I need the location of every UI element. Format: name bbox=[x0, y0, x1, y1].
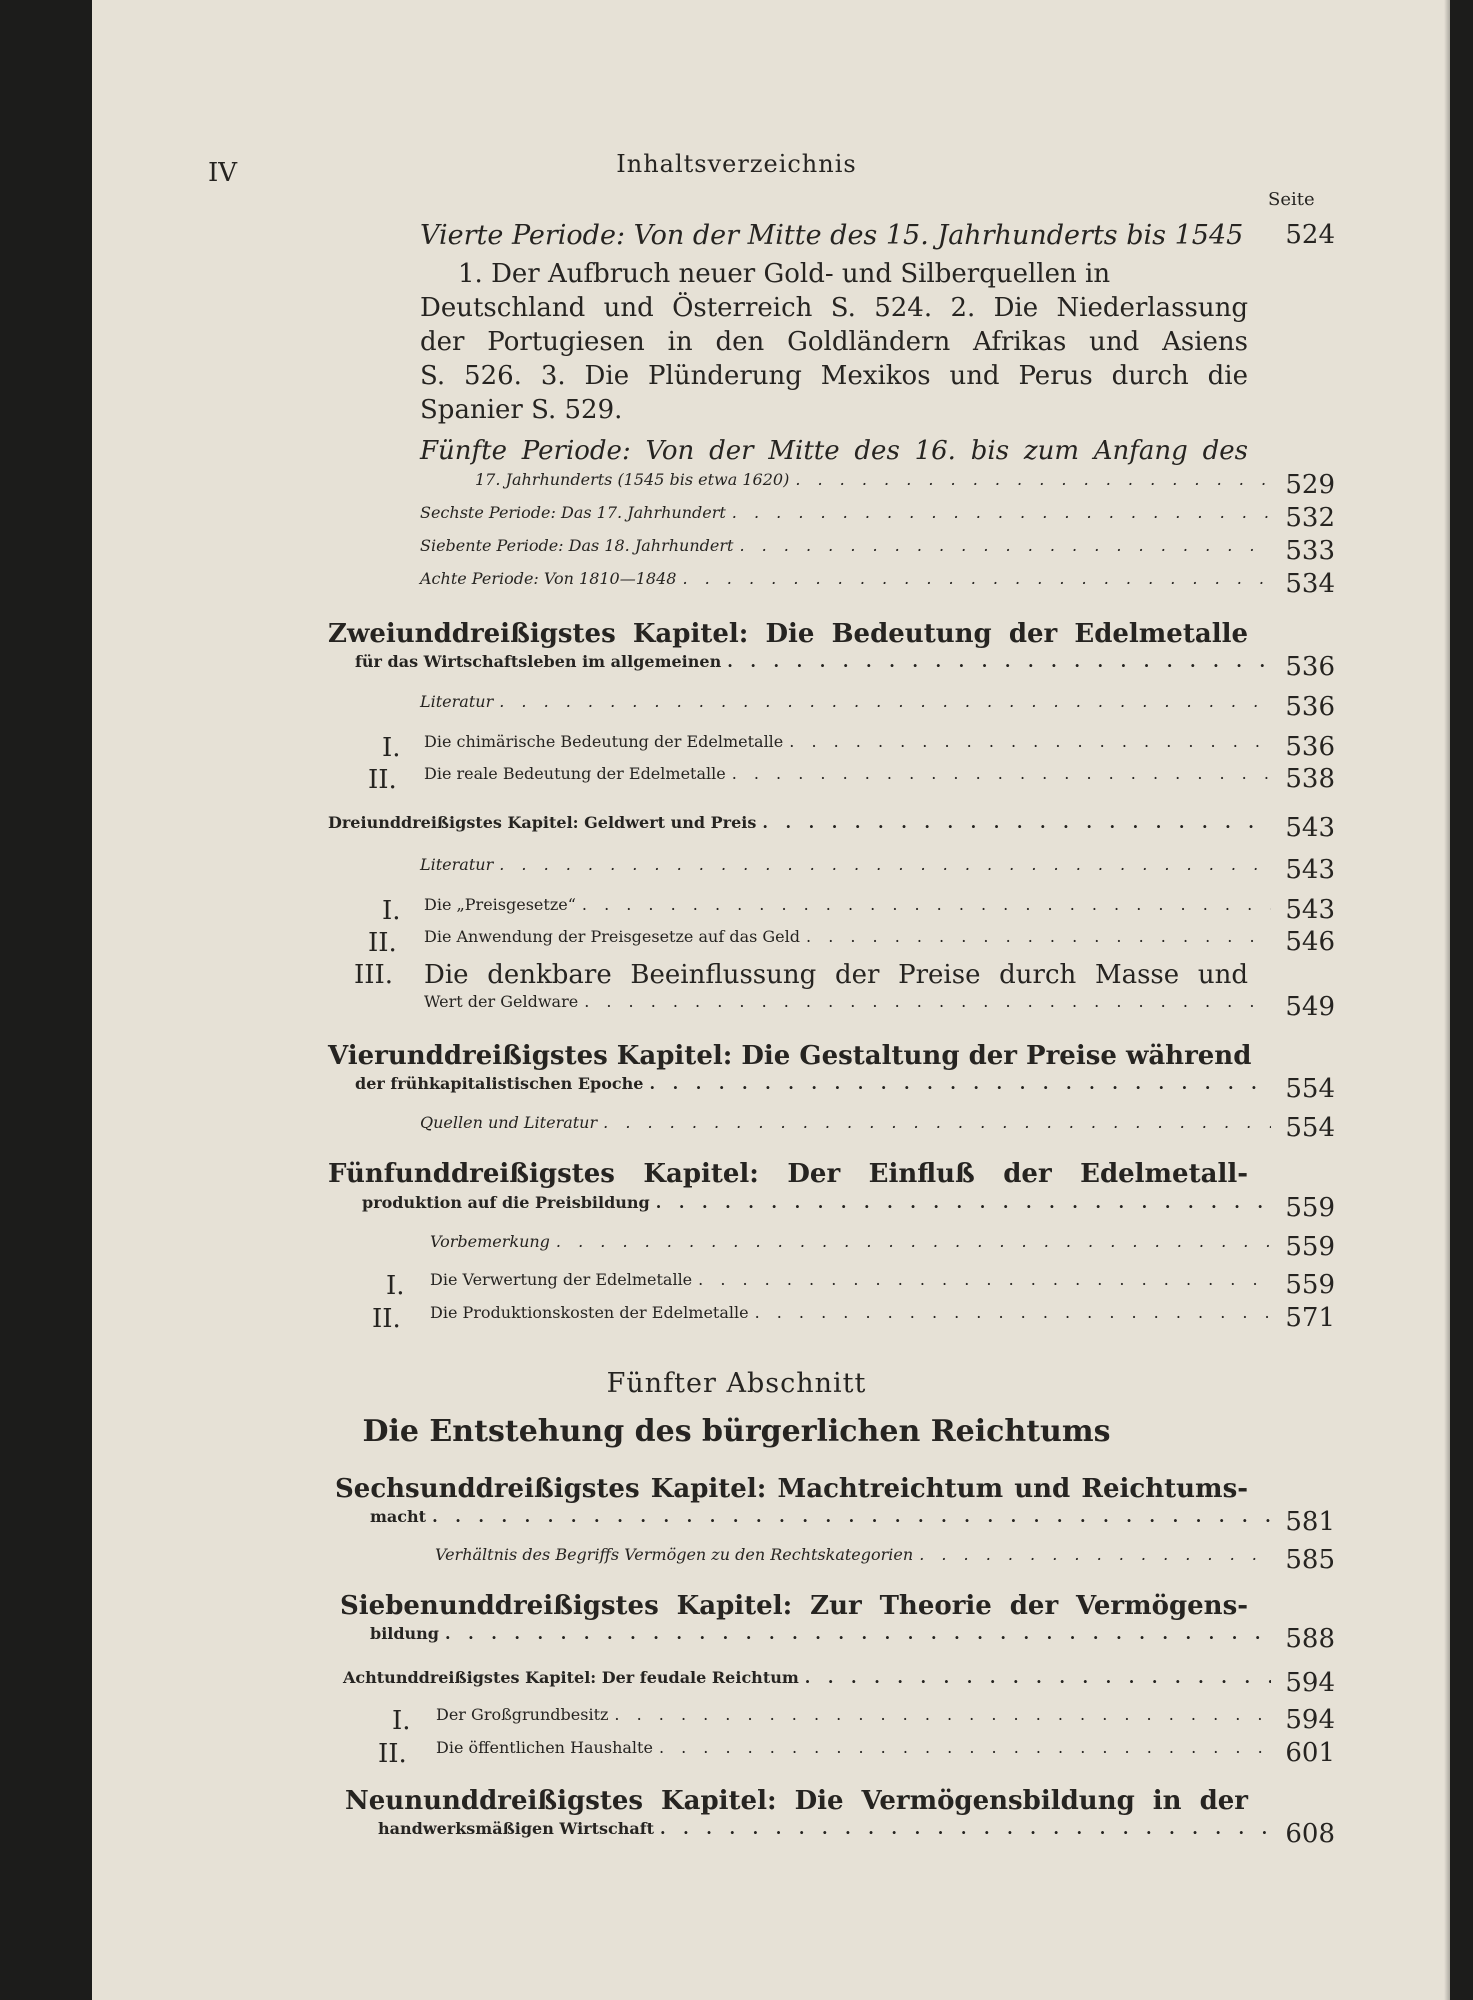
page-ref: 529 bbox=[1285, 470, 1335, 500]
chapter-37-title: Siebenunddreißigstes Kapitel: Zur Theorie der Vermögens- bbox=[340, 1591, 1248, 1621]
roman-numeral: II. bbox=[368, 765, 397, 795]
chapter-32-title: Zweiunddreißigstes Kapitel: Die Bedeutung der Edelmetalle bbox=[328, 619, 1248, 649]
page-ref: 536 bbox=[1285, 732, 1335, 762]
toc-entry-vierte-periode: Vierte Periode: Von der Mitte des 15. Jahrhunderts bis 1545 bbox=[420, 220, 1244, 251]
page-ref: 559 bbox=[1285, 1193, 1335, 1223]
page-ref: 585 bbox=[1285, 1545, 1335, 1575]
roman-numeral: I. bbox=[382, 896, 401, 926]
toc-entry-vorbemerkung: Vorbemerkung . . . bbox=[430, 1232, 1275, 1251]
seite-label: Seite bbox=[1268, 189, 1315, 210]
toc-entry: Der Großgrundbesitz . . . bbox=[436, 1705, 1275, 1724]
toc-entry-achte-periode: Achte Periode: Von 1810—1848 . . . bbox=[420, 569, 1275, 588]
page-ref: 536 bbox=[1285, 652, 1335, 682]
toc-entry-sechste-periode: Sechste Periode: Das 17. Jahrhundert . . . bbox=[420, 503, 1275, 522]
chapter-32-title-cont: für das Wirtschaftsleben im allgemeinen . . . bbox=[355, 652, 1275, 671]
body-line: Deutschland und Österreich S. 524. 2. Die Niederlassung bbox=[420, 293, 1248, 323]
toc-entry: Die Anwendung der Preisgesetze auf das Geld . . . bbox=[424, 927, 1275, 946]
page-ref: 581 bbox=[1285, 1507, 1335, 1537]
section-title: Die Entstehung des bürgerlichen Reichtums bbox=[362, 1414, 1111, 1449]
page-ref: 554 bbox=[1285, 1074, 1335, 1104]
page-ref: 538 bbox=[1285, 764, 1335, 794]
page-ref: 571 bbox=[1285, 1303, 1335, 1333]
roman-numeral: III. bbox=[354, 960, 394, 990]
page-ref: 594 bbox=[1285, 1705, 1335, 1735]
toc-entry: Verhältnis des Begriffs Vermögen zu den Rechtskategorien . . . bbox=[435, 1545, 1275, 1564]
chapter-36-title: Sechsunddreißigstes Kapitel: Machtreichtum und Reichtums- bbox=[335, 1474, 1248, 1504]
page-ref: 559 bbox=[1285, 1270, 1335, 1300]
toc-entry: Die Verwertung der Edelmetalle . . . bbox=[430, 1270, 1275, 1289]
roman-numeral: II. bbox=[368, 928, 397, 958]
page-ref: 559 bbox=[1285, 1232, 1335, 1262]
section-label: Fünfter Abschnitt bbox=[606, 1368, 867, 1399]
toc-entry: Die Produktionskosten der Edelmetalle . . . bbox=[430, 1303, 1275, 1322]
body-line: S. 526. 3. Die Plünderung Mexikos und Perus durch die bbox=[420, 361, 1248, 391]
toc-entry: Die „Preisgesetze“ . . . bbox=[424, 895, 1275, 914]
page-ref: 594 bbox=[1285, 1668, 1335, 1698]
roman-numeral: II. bbox=[378, 1739, 407, 1769]
toc-entry-literatur: Literatur . . . bbox=[420, 855, 1275, 874]
chapter-35-title: Fünfunddreißigstes Kapitel: Der Einfluß der Edelmetall- bbox=[328, 1159, 1248, 1189]
roman-numeral: I. bbox=[382, 733, 401, 763]
toc-entry-fuenfte-periode: Fünfte Periode: Von der Mitte des 16. bis zum Anfang des bbox=[420, 436, 1248, 466]
page-ref: 543 bbox=[1285, 855, 1335, 885]
page-ref: 554 bbox=[1285, 1113, 1335, 1143]
chapter-35-title-cont: produktion auf die Preisbildung . . . bbox=[362, 1193, 1275, 1212]
body-line: Spanier S. 529. bbox=[420, 395, 623, 425]
chapter-34-title: Vierunddreißigstes Kapitel: Die Gestaltung der Preise während bbox=[328, 1041, 1252, 1071]
page-ref: 543 bbox=[1285, 895, 1335, 925]
body-line: 1. Der Aufbruch neuer Gold- und Silberquellen in bbox=[458, 259, 1111, 289]
page-ref: 549 bbox=[1285, 992, 1335, 1022]
chapter-39-title-cont: handwerksmäßigen Wirtschaft . . . bbox=[378, 1819, 1275, 1838]
page-ref: 524 bbox=[1285, 220, 1335, 250]
running-title: Inhaltsverzeichnis bbox=[616, 150, 857, 178]
roman-numeral: I. bbox=[392, 1706, 411, 1736]
toc-entry: Die denkbare Beeinflussung der Preise durch Masse und bbox=[424, 960, 1248, 990]
page-ref: 533 bbox=[1285, 536, 1335, 566]
page-ref: 543 bbox=[1285, 813, 1335, 843]
toc-entry: Die öffentlichen Haushalte . . . bbox=[436, 1738, 1275, 1757]
page-ref: 588 bbox=[1285, 1624, 1335, 1654]
chapter-33-title: Dreiunddreißigstes Kapitel: Geldwert und Preis . . . bbox=[328, 813, 1275, 832]
page-ref: 546 bbox=[1285, 927, 1335, 957]
chapter-39-title: Neununddreißigstes Kapitel: Die Vermögensbildung in der bbox=[345, 1786, 1248, 1816]
chapter-38-title: Achtunddreißigstes Kapitel: Der feudale Reichtum . . . bbox=[343, 1668, 1275, 1687]
page-ref: 532 bbox=[1285, 503, 1335, 533]
toc-entry-quellen: Quellen und Literatur . . . bbox=[420, 1113, 1275, 1132]
toc-entry: Die chimärische Bedeutung der Edelmetalle . . . bbox=[424, 732, 1275, 751]
toc-entry-siebente-periode: Siebente Periode: Das 18. Jahrhundert . . . bbox=[420, 536, 1275, 555]
toc-entry-literatur: Literatur . . . bbox=[420, 692, 1275, 711]
toc-entry-fuenfte-periode-cont: 17. Jahrhunderts (1545 bis etwa 1620) . . . bbox=[475, 470, 1275, 489]
page-number-header: IV bbox=[208, 158, 238, 188]
chapter-37-title-cont: bildung . . . bbox=[370, 1624, 1275, 1643]
page-ref: 536 bbox=[1285, 692, 1335, 722]
body-line: der Portugiesen in den Goldländern Afrikas und Asiens bbox=[420, 327, 1248, 357]
page-ref: 534 bbox=[1285, 569, 1335, 599]
chapter-36-title-cont: macht . . . bbox=[370, 1507, 1275, 1526]
chapter-34-title-cont: der frühkapitalistischen Epoche . . . bbox=[355, 1074, 1275, 1093]
toc-entry: Die reale Bedeutung der Edelmetalle . . . bbox=[424, 764, 1275, 783]
page-ref: 608 bbox=[1285, 1819, 1335, 1849]
roman-numeral: II. bbox=[372, 1304, 401, 1334]
roman-numeral: I. bbox=[386, 1271, 405, 1301]
toc-entry-cont: Wert der Geldware . . . bbox=[424, 992, 1275, 1011]
page-ref: 601 bbox=[1285, 1738, 1335, 1768]
